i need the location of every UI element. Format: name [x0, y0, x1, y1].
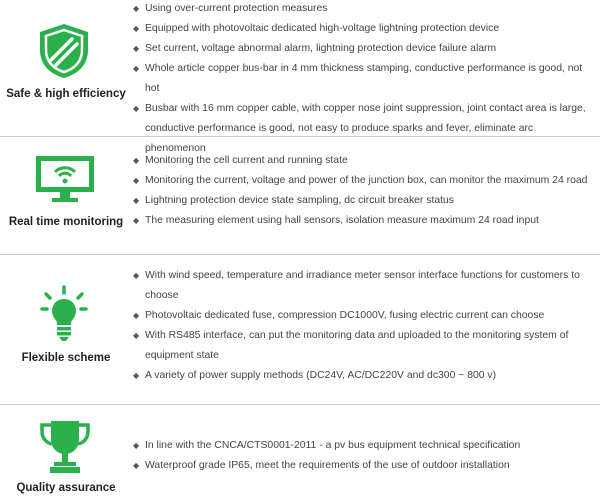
- list-item: ◆ With wind speed, temperature and irradiance meter sensor interface functions for customers to: [133, 266, 595, 286]
- diamond-bullet-icon: ◆: [133, 461, 140, 470]
- list-item-continuation: choose: [145, 290, 179, 301]
- list-item: ◆ Monitoring the current, voltage and power of the junction box, can monitor the maximum 24 road: [133, 171, 595, 191]
- feature-section-quality: [0, 405, 600, 496]
- list-item: ◆ Photovoltaic dedicated fuse, compression DC1000V, fusing electric current can choose: [133, 306, 595, 326]
- list-item: ◆ The measuring element using hall sensors, isolation measure maximum 24 road input: [133, 211, 595, 231]
- diamond-bullet-icon: ◆: [133, 331, 140, 340]
- diamond-bullet-icon: ◆: [133, 104, 140, 113]
- list-item: ◆ Busbar with 16 mm copper cable, with copper nose joint suppression, joint contact area is large,: [133, 99, 595, 119]
- diamond-bullet-icon: ◆: [133, 156, 140, 165]
- bullet-list: [133, 266, 595, 386]
- bullet-list: [133, 151, 595, 231]
- diamond-bullet-icon: ◆: [133, 441, 140, 450]
- list-item: ◆ Using over-current protection measures: [133, 0, 595, 19]
- trophy-icon: [38, 417, 92, 480]
- list-item: ◆ In line with the CNCA/CTS0001-2011 - a pv bus equipment technical specification: [133, 436, 595, 456]
- diamond-bullet-icon: ◆: [133, 271, 140, 280]
- feature-section-safe: [0, 0, 600, 154]
- section-label: Quality assurance: [16, 482, 116, 494]
- section-label: Flexible scheme: [21, 352, 111, 364]
- diamond-bullet-icon: ◆: [133, 44, 140, 53]
- list-item: ◆ Lightning protection device state sampling, dc circuit breaker status: [133, 191, 595, 211]
- feature-section-flexible: [0, 255, 600, 404]
- lightbulb-icon: [40, 285, 88, 348]
- monitor-wifi-icon: [34, 154, 96, 209]
- diamond-bullet-icon: ◆: [133, 311, 140, 320]
- list-item: ◆ Set current, voltage abnormal alarm, lightning protection device failure alarm: [133, 39, 595, 59]
- list-item: ◆ With RS485 interface, can put the monitoring data and uploaded to the monitoring system of: [133, 326, 595, 346]
- diamond-bullet-icon: ◆: [133, 24, 140, 33]
- shield-icon: [36, 22, 92, 85]
- list-item: ◆ Monitoring the cell current and running state: [133, 151, 595, 171]
- list-item: ◆ Waterproof grade IP65, meet the requirements of the use of outdoor installation: [133, 456, 595, 476]
- list-item: ◆ A variety of power supply methods (DC24V, AC/DC220V and dc300 ~ 800 v): [133, 366, 595, 386]
- feature-section-monitoring: [0, 137, 600, 254]
- diamond-bullet-icon: ◆: [133, 216, 140, 225]
- diamond-bullet-icon: ◆: [133, 4, 140, 13]
- section-label: Real time monitoring: [8, 216, 124, 228]
- diamond-bullet-icon: ◆: [133, 64, 140, 73]
- list-item: ◆ Equipped with photovoltaic dedicated high-voltage lightning protection device: [133, 19, 595, 39]
- diamond-bullet-icon: ◆: [133, 196, 140, 205]
- bullet-list: [133, 436, 595, 476]
- list-item-continuation: equipment state: [145, 350, 219, 361]
- section-label: Safe & high efficiency: [6, 88, 126, 100]
- list-item-continuation: conductive performance is good, not easy to produce sparks and fever, eliminate arc phenomenon: [145, 123, 534, 154]
- diamond-bullet-icon: ◆: [133, 371, 140, 380]
- diamond-bullet-icon: ◆: [133, 176, 140, 185]
- list-item: ◆ Whole article copper bus-bar in 4 mm thickness stamping, conductive performance is good, not hot: [133, 59, 595, 99]
